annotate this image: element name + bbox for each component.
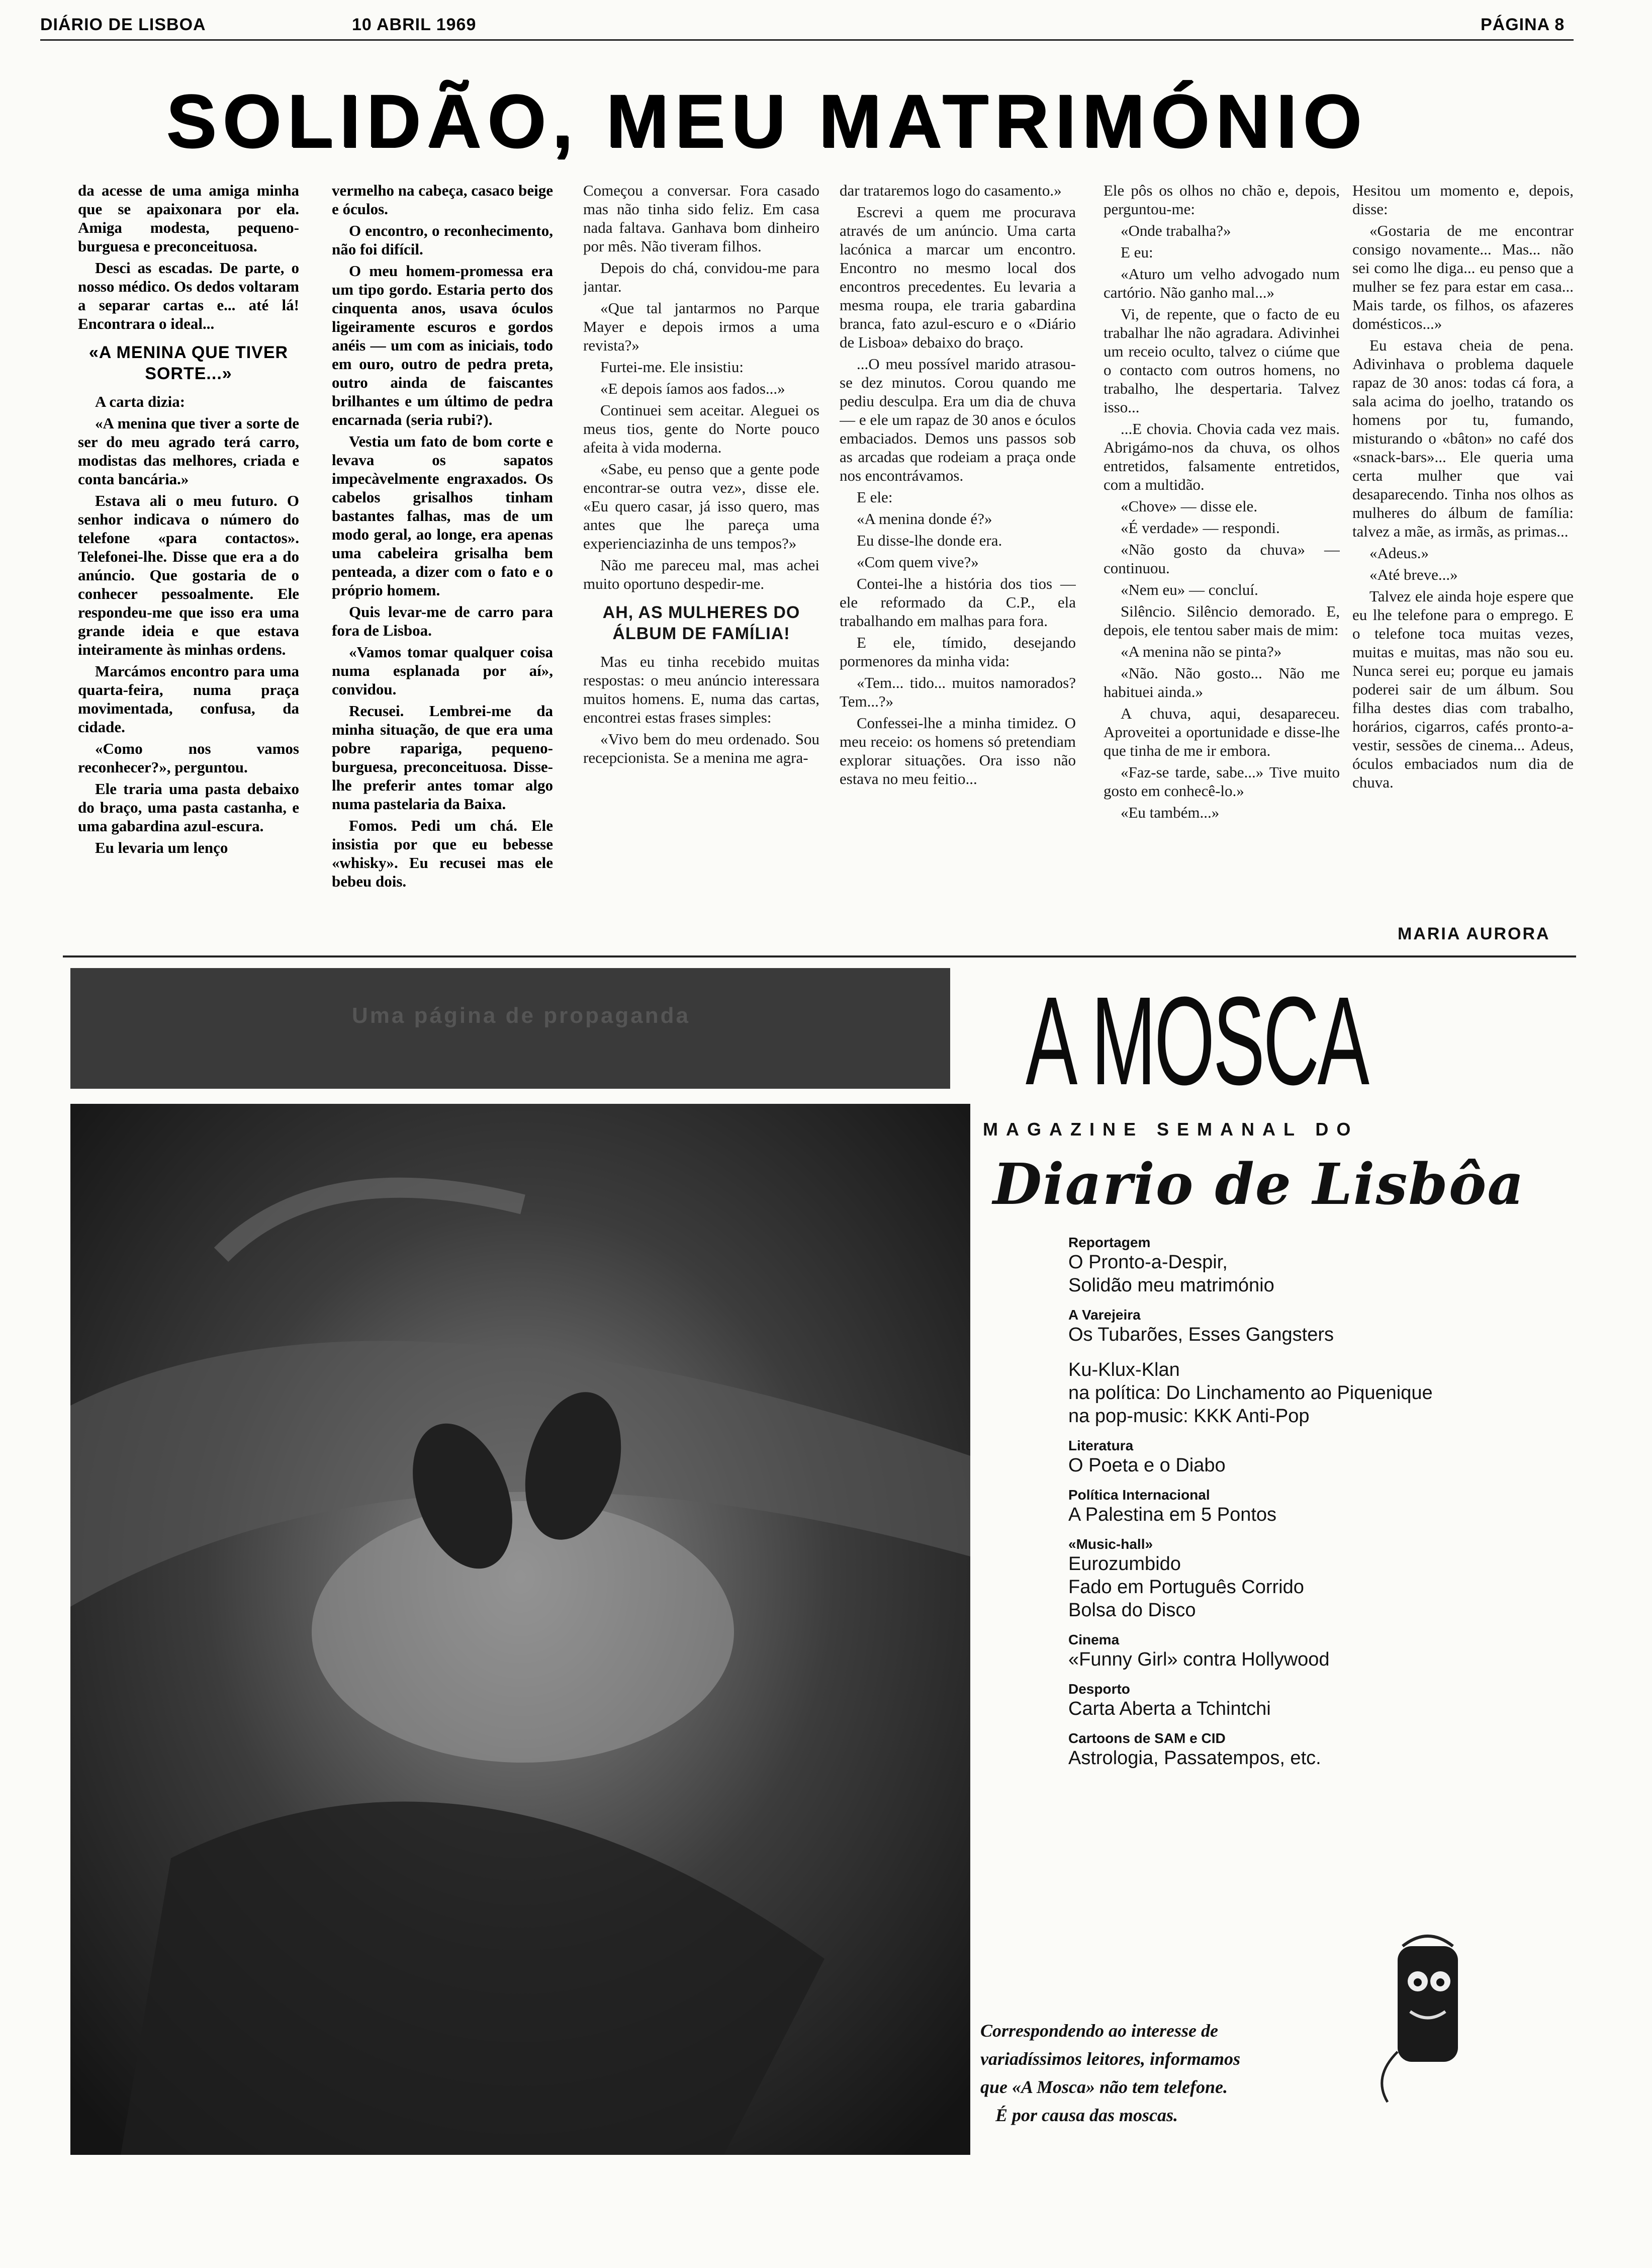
telephone-mosca-icon — [1367, 1926, 1488, 2107]
paragraph: «Que tal jantarmos no Parque Mayer e depois irmos a uma revista?» — [583, 299, 819, 354]
paragraph: «Vivo bem do meu ordenado. Sou recepcionista. Se a menina me agra- — [583, 730, 819, 766]
paragraph: Estava ali o meu futuro. O senhor indicava o número do telefone «para contactos». Telefonei-lhe. Disse que era a do anúncio. Que gostaria de o conhecer pessoalmente. Ele respondeu-me que isso era uma grande ideia e que estava inteiramente às minhas ordens. — [78, 492, 299, 658]
magazine-title: A MOSCA — [1026, 971, 1368, 1111]
toc-item: A Palestina em 5 Pontos — [1068, 1504, 1277, 1525]
toc-item: Bolsa do Disco — [1068, 1600, 1196, 1621]
paragraph: «A menina que tiver a sorte de ser do meu agrado terá carro, modistas das melhores, criada e conta bancária.» — [78, 414, 299, 488]
paragraph: «Não. Não gosto... Não me habituei ainda.» — [1104, 664, 1340, 701]
newspaper-masthead: Diario de Lisbôa — [993, 1152, 1525, 1217]
paragraph: Silêncio. Silêncio demorado. E, depois, ele tentou saber mais de mim: — [1104, 602, 1340, 639]
paragraph: «Eu também...» — [1121, 804, 1220, 821]
paragraph: da acesse de uma amiga minha que se apaixonara por ela. Amiga modesta, pequeno-burguesa e preconceituosa. — [78, 182, 299, 255]
paragraph: Hesitou um momento e, depois, disse: — [1352, 182, 1574, 218]
toc-item: Os Tubarões, Esses Gangsters — [1068, 1324, 1334, 1345]
header-rule — [40, 39, 1574, 41]
note-line: É por causa das moscas. — [995, 2105, 1178, 2125]
ad-banner — [70, 968, 950, 1089]
paragraph: «Até breve...» — [1369, 566, 1458, 583]
toc-section: Desporto — [1068, 1681, 1130, 1697]
toc-item: Carta Aberta a Tchintchi — [1068, 1698, 1271, 1719]
author-signature: MARIA AURORA — [1398, 924, 1550, 943]
paragraph: A chuva, aqui, desapareceu. Aproveitei a oportunidade e disse-lhe que tinha de me ir embora. — [1104, 705, 1340, 759]
toc-section: A Varejeira — [1068, 1307, 1141, 1323]
paragraph: «Adeus.» — [1369, 544, 1429, 562]
toc-item: na pop-music: KKK Anti-Pop — [1068, 1406, 1310, 1427]
toc-section: Cinema — [1068, 1632, 1120, 1647]
paragraph: Começou a conversar. Fora casado mas não tinha sido feliz. Em casa nada faltava. Ganhava bom dinheiro por mês. Não tiveram filhos. — [583, 182, 819, 255]
paragraph: «Nem eu» — concluí. — [1121, 581, 1258, 598]
paragraph: Eu disse-lhe donde era. — [857, 532, 1002, 549]
paragraph: «Onde trabalha?» — [1121, 222, 1231, 239]
footnote — [980, 2017, 1383, 2129]
paragraph: «A menina donde é?» — [857, 510, 992, 528]
note-line: Correspondendo ao interesse de — [980, 2021, 1219, 2041]
toc-section: Política Internacional — [1068, 1487, 1210, 1503]
toc-item: O Pronto-a-Despir, — [1068, 1252, 1228, 1273]
banner-text: Uma página de propaganda — [352, 1003, 690, 1028]
toc-item: Astrologia, Passatempos, etc. — [1068, 1748, 1321, 1769]
paragraph: Não me pareceu mal, mas achei muito oportuno despedir-me. — [583, 556, 819, 592]
toc-item: Solidão meu matrimónio — [1068, 1275, 1274, 1296]
paragraph: A carta dizia: — [95, 393, 186, 410]
article-title: SOLIDÃO, MEU MATRIMÓNIO — [166, 78, 1367, 163]
subheading: «A MENINA QUE TIVER SORTE...» — [88, 343, 289, 383]
magazine-subtitle: MAGAZINE SEMANAL DO — [983, 1119, 1359, 1140]
paragraph: Vestia um fato de bom corte e levava os sapatos impecàvelmente engraxados. Os cabelos grisalhos tinham bastantes falhas, mas de um modo geral, ao longe, era apenas uma cabeleira grisalha bem penteada, a dizer com o fato e o próprio homem. — [332, 432, 553, 599]
paragraph: O encontro, o reconhecimento, não foi difícil. — [332, 222, 553, 258]
paragraph: Quis levar-me de carro para fora de Lisboa. — [332, 603, 553, 639]
paragraph: Furtei-me. Ele insistiu: — [600, 358, 744, 376]
paragraph: ...E chovia. Chovia cada vez mais. Abrigámo-nos da chuva, os olhos entretidos, falsamente entretidos, com a multidão. — [1104, 420, 1340, 493]
paragraph: Fomos. Pedi um chá. Ele insistia por que eu bebesse «whisky». Eu recusei mas ele bebeu dois. — [332, 817, 553, 890]
paragraph: Vi, de repente, que o facto de eu trabalhar lhe não agradara. Adivinhei um receio oculto, talvez o ciúme que o contacto com outros homens, no trabalho, lhe despertaria. Talvez isso... — [1104, 305, 1340, 416]
paragraph: Desci as escadas. De parte, o nosso médico. Os dedos voltaram a separar cartas e... até lá! Encontrara o ideal... — [78, 259, 299, 332]
photo-illustration — [70, 1104, 970, 2155]
paragraph: «Faz-se tarde, sabe...» Tive muito gosto em conhecê-lo.» — [1104, 763, 1340, 800]
article-column-2 — [332, 181, 553, 945]
paragraph: O meu homem-promessa era um tipo gordo. Estaria perto dos cinquenta anos, usava óculos ligeiramente escuros e gordos anéis — um com as iniciais, todo em ouro, outro de pedra preta, outro ainda de faiscantes brilhantes e um último de pedra encarnada (seria rubi?). — [332, 262, 553, 428]
paragraph: Ele traria uma pasta debaixo do braço, uma pasta castanha, e uma gabardina azul-escura. — [78, 780, 299, 835]
toc-section: Cartoons de SAM e CID — [1068, 1730, 1226, 1746]
toc-item: Fado em Português Corrido — [1068, 1577, 1304, 1598]
paragraph: E ele: — [857, 488, 893, 506]
toc-item: Ku-Klux-Klan — [1068, 1359, 1180, 1380]
toc-item: O Poeta e o Diabo — [1068, 1455, 1226, 1476]
article-column-1 — [78, 181, 299, 945]
toc-section: «Music-hall» — [1068, 1536, 1153, 1552]
paragraph: «E depois íamos aos fados...» — [600, 380, 785, 397]
paragraph: «Gostaria de me encontrar consigo novamente... Mas... não sei como lhe diga... eu penso que a mulher se fez para estar em casa... Mais tarde, os filhos, os afazeres domésticos...» — [1352, 222, 1574, 332]
paragraph: «Vamos tomar qualquer coisa numa esplanada por aí», convidou. — [332, 643, 553, 698]
paragraph: «Com quem vive?» — [857, 553, 979, 571]
paragraph: Escrevi a quem me procurava através de um anúncio. Uma carta lacónica a marcar um encontro. Encontro no mesmo local dos encontros precedentes. Eu levaria a mesma roupa, ele traria gabardina branca, fato azul-escuro e o «Diário de Lisboa» debaixo do braço. — [840, 203, 1076, 351]
paragraph: Talvez ele ainda hoje espere que eu lhe telefone para o emprego. E o telefone toca muitas vezes, muitas e muitas, mas não sou eu. Nunca serei eu; porque eu jamais poderei sair de um álbum. Sou filha destes dias com trabalho, horários, cigarros, cafés pronto-a-vestir, sessões de cinema... Adeus, óculos embaciados num dia de chuva. — [1352, 587, 1574, 791]
paragraph: vermelho na cabeça, casaco beige e óculos. — [332, 182, 553, 218]
page-number: PÁGINA 8 — [1481, 15, 1565, 34]
paragraph: Eu estava cheia de pena. Adivinhava o problema daquele rapaz de 30 anos: todas cá fora, a sala acima do joelho, tratando os homens por tu, fumando, misturando o «bâton» no café dos «snack-bars»... Ele queria uma certa mulher que vai desaparecendo. Tinha nos olhos as mulheres do álbum de família: talvez a mãe, as irmãs, as primas... — [1352, 336, 1574, 540]
subheading: AH, AS MULHERES DO ÁLBUM DE FAMÍLIA! — [602, 603, 800, 643]
paragraph: Confessei-lhe a minha timidez. O meu receio: os homens só pretendiam explorar situações. Ora isso não estava no meu feitio... — [840, 714, 1076, 788]
paragraph: Eu levaria um lenço — [95, 839, 228, 856]
paragraph: «Sabe, eu penso que a gente pode encontrar-se outra vez», disse ele. «Eu quero casar, já isso quero, mas antes que lhe pareça uma experienciazinha de uns tempos?» — [583, 460, 819, 552]
paragraph: Recusei. Lembrei-me da minha situação, de que era uma pobre rapariga, pequeno-burguesa, preconceituosa. Disse-lhe preferir antes tomar algo numa pastelaria da Baixa. — [332, 702, 553, 813]
paragraph: dar trataremos logo do casamento.» — [840, 182, 1062, 199]
article-column-4 — [840, 181, 1076, 945]
paragraph: «Chove» — disse ele. — [1121, 497, 1258, 515]
newspaper-name: DIÁRIO DE LISBOA — [40, 15, 206, 34]
toc-item: na política: Do Linchamento ao Piquenique — [1068, 1382, 1433, 1404]
toc-item: Eurozumbido — [1068, 1553, 1181, 1575]
paragraph: Ele pôs os olhos no chão e, depois, perguntou-me: — [1104, 182, 1340, 218]
note-line: que «A Mosca» não tem telefone. — [980, 2077, 1228, 2097]
toc-item: «Funny Girl» contra Hollywood — [1068, 1649, 1330, 1670]
paragraph: Continuei sem aceitar. Aleguei os meus tios, gente do Norte pouco afeita à vida moderna. — [583, 401, 819, 456]
issue-date: 10 ABRIL 1969 — [352, 15, 477, 34]
article-column-5 — [1104, 181, 1340, 945]
paragraph: «Aturo um velho advogado num cartório. Não ganho mal...» — [1104, 265, 1340, 301]
toc-section: Reportagem — [1068, 1235, 1151, 1250]
paragraph: Marcámos encontro para uma quarta-feira, numa praça movimentada, confusa, da cidade. — [78, 662, 299, 736]
note-line: variadíssimos leitores, informamos — [980, 2049, 1241, 2069]
paragraph: E ele, tímido, desejando pormenores da minha vida: — [840, 634, 1076, 670]
paragraph: «Não gosto da chuva» — continuou. — [1104, 541, 1340, 577]
paragraph: «Tem... tido... muitos namorados? Tem...?» — [840, 674, 1076, 710]
paragraph: Depois do chá, convidou-me para jantar. — [583, 259, 819, 295]
section-divider — [63, 955, 1576, 957]
paragraph: «Como nos vamos reconhecer?», perguntou. — [78, 740, 299, 776]
paragraph: ...O meu possível marido atrasou-se dez minutos. Corou quando me pediu desculpa. Era um dia de chuva — e ele um rapaz de 30 anos e óculos embaciados. Demos uns passos sob as arcadas que rodeiam a praça onde nos encontrávamos. — [840, 355, 1076, 484]
paragraph: Mas eu tinha recebido muitas respostas: o meu anúncio interessara muitos homens. E, numa das cartas, encontrei estas frases simples: — [583, 653, 819, 726]
paragraph: Contei-lhe a história dos tios — ele reformado da C.P., ela trabalhando em malhas para fora. — [840, 575, 1076, 630]
feature-photo — [70, 1104, 970, 2155]
article-column-3 — [583, 181, 819, 945]
toc-section: Literatura — [1068, 1438, 1134, 1453]
paragraph: E eu: — [1121, 243, 1153, 261]
article-column-6 — [1352, 181, 1574, 905]
table-of-contents — [1068, 1235, 1571, 1770]
paragraph: «A menina não se pinta?» — [1121, 643, 1282, 660]
paragraph: «É verdade» — respondi. — [1121, 519, 1280, 537]
